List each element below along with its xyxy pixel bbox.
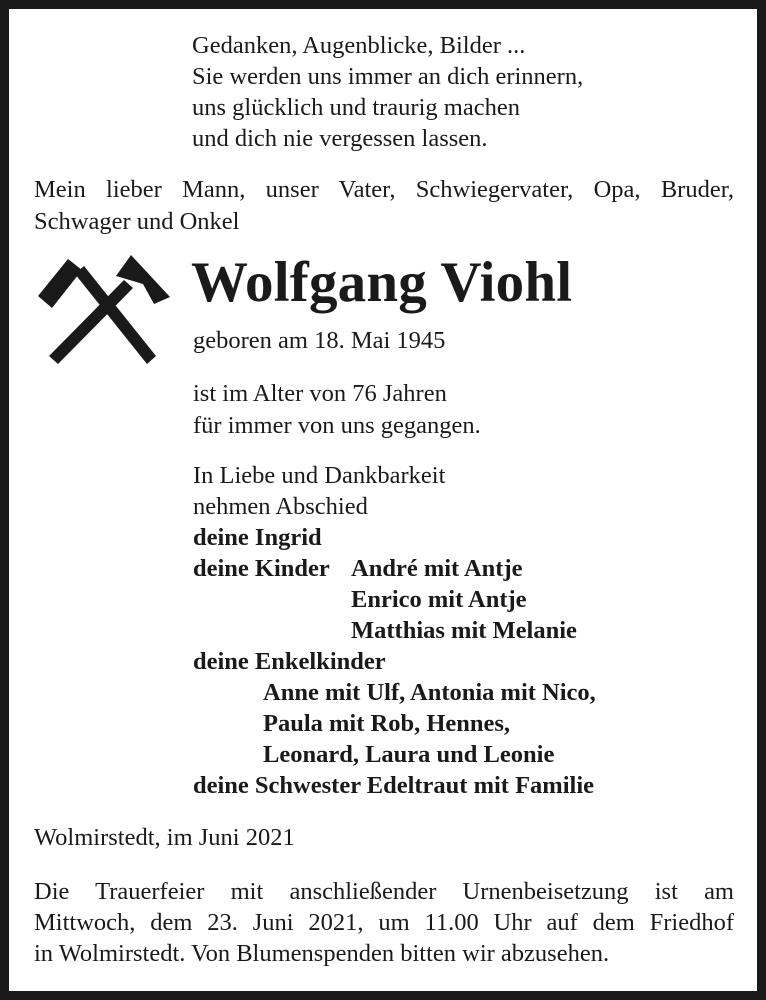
- mourner-child: Matthias mit Melanie: [351, 617, 577, 644]
- poem-line: Sie werden uns immer an dich erinnern,: [192, 63, 584, 90]
- age-text: [193, 378, 481, 442]
- poem-line: Gedanken, Augenblicke, Bilder ...: [192, 32, 526, 59]
- mourner-wife: deine Ingrid: [193, 524, 322, 551]
- funeral-line: Mittwoch, dem 23. Juni 2021, um 11.00 Uhr auf dem Friedhof: [34, 909, 734, 936]
- funeral-info: [34, 876, 734, 969]
- age-line: für immer von uns gegangen.: [193, 412, 481, 439]
- mourner-child: André mit Antje: [351, 555, 523, 582]
- funeral-line: in Wolmirstedt. Von Blumenspenden bitten wir abzusehen.: [34, 940, 610, 967]
- mourner-grandchild-line: Paula mit Rob, Hennes,: [263, 710, 511, 737]
- intro-line: Mein lieber Mann, unser Vater, Schwiegervater, Opa, Bruder,: [34, 176, 734, 203]
- mourner-grandchild-line: Leonard, Laura und Leonie: [263, 741, 555, 768]
- mourner-children-label: deine Kinder: [193, 555, 330, 582]
- crossed-hammers-icon: [36, 252, 171, 370]
- mourner-sister: deine Schwester Edeltraut mit Familie: [193, 772, 595, 799]
- intro-line: Schwager und Onkel: [34, 208, 240, 235]
- mourner-grandchildren-label: deine Enkelkinder: [193, 648, 386, 675]
- place-date: Wolmirstedt, im Juni 2021: [34, 824, 295, 851]
- farewell-line: In Liebe und Dankbarkeit: [193, 462, 446, 489]
- mourner-grandchild-line: Anne mit Ulf, Antonia mit Nico,: [263, 679, 596, 706]
- poem-line: uns glücklich und traurig machen: [192, 94, 520, 121]
- intro-text: [34, 174, 734, 238]
- mourner-child: Enrico mit Antje: [351, 586, 527, 613]
- poem-line: und dich nie vergessen lassen.: [192, 125, 488, 152]
- funeral-line: Die Trauerfeier mit anschließender Urnenbeisetzung ist am: [34, 878, 734, 905]
- deceased-name: Wolfgang Viohl: [191, 251, 573, 314]
- birth-date: geboren am 18. Mai 1945: [193, 327, 446, 354]
- farewell-line: nehmen Abschied: [193, 493, 368, 520]
- poem: [192, 30, 583, 154]
- age-line: ist im Alter von 76 Jahren: [193, 380, 447, 407]
- farewell-block: [193, 460, 445, 522]
